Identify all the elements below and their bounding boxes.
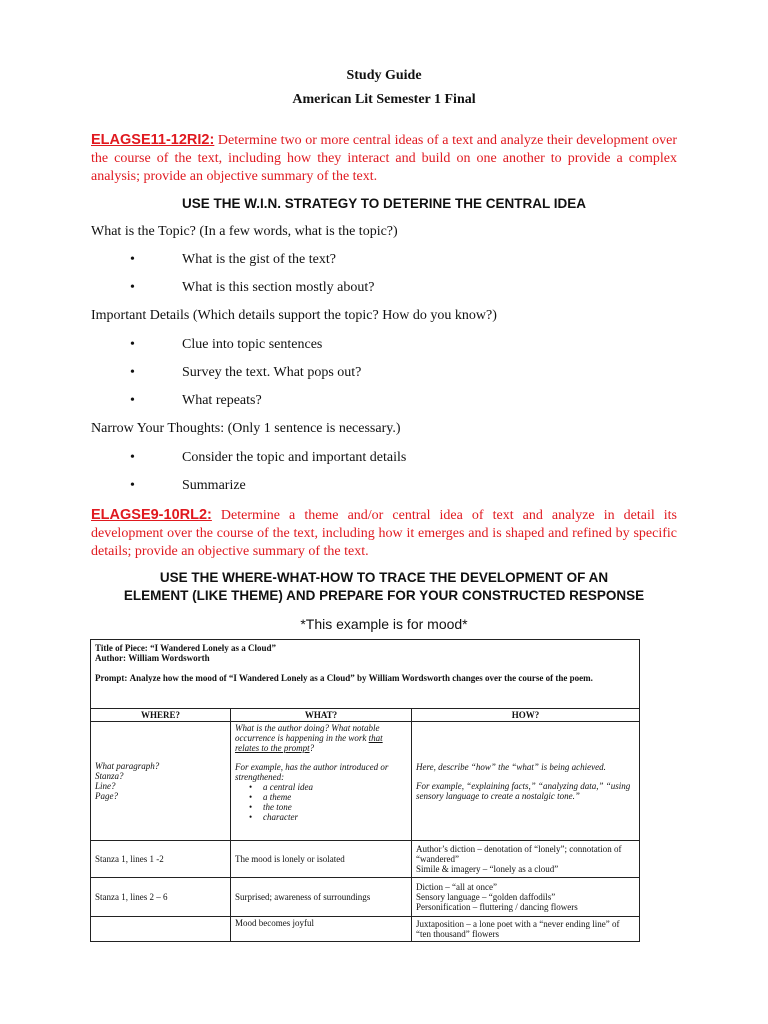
win-important-line: Important Details (Which details support the topic? How do you know?) [91, 308, 497, 323]
wwh-heading-line2: ELEMENT (LIKE THEME) AND PREPARE FOR YOUR CONSTRUCTED RESPONSE [123, 588, 645, 603]
standard-ri2 [91, 131, 677, 186]
win-narrow-line: Narrow Your Thoughts: (Only 1 sentence is necessary.) [91, 421, 401, 436]
how-header: HOW? [412, 709, 640, 722]
table-info-row [91, 640, 640, 709]
where-what-how-table [90, 639, 640, 942]
table-row: Mood becomes joyful Juxtaposition – a lone poet with a “never ending line” of “ten thousand” flowers [91, 917, 640, 942]
win-what-line: What is the Topic? (In a few words, what is the topic?) [91, 224, 398, 239]
what-guide-cell: What is the author doing? What notable occurrence is happening in the work that relates to the prompt? For example, has the author introduced or strengthened: • a central idea • a theme • the tone • character [231, 722, 412, 841]
list-item: • What repeats? [130, 393, 262, 408]
document-subtitle: American Lit Semester 1 Final [292, 92, 476, 107]
table-header-row [91, 709, 640, 722]
where-header: WHERE? [91, 709, 231, 722]
standard-code: ELAGSE11-12RI2: [91, 132, 215, 148]
list-item: • Consider the topic and important details [130, 450, 407, 465]
what-header: WHAT? [231, 709, 412, 722]
table-row: Stanza 1, lines 2 – 6 Surprised; awareness of surroundings Diction – “all at once” Sensory language – “golden daffodils” Personification – fluttering / dancing flowers [91, 878, 640, 917]
standard-text: Determine two or more central ideas of a text and analyze their development over the course of the text, including how they interact and build on one another to provide a complex analysis; provide an objective summary of the text. [91, 133, 677, 184]
example-note: *This example is for mood* [300, 616, 468, 632]
standard-rl2 [91, 506, 677, 561]
standard-code: ELAGSE9-10RL2: [91, 507, 212, 523]
where-guide-cell: What paragraph? Stanza? Line? Page? [91, 722, 231, 841]
list-item: • Summarize [130, 478, 246, 493]
how-guide-cell: Here, describe “how” the “what” is being achieved. For example, “explaining facts,” “analyzing data,” “using sensory language to create a nostalgic tone.” [412, 722, 640, 841]
table-row: Stanza 1, lines 1 -2 The mood is lonely or isolated Author’s diction – denotation of “lonely”; connotation of “wandered” Simile & imagery – “lonely as a cloud” [91, 841, 640, 878]
document-title: Study Guide [346, 68, 422, 83]
wwh-heading-line1: USE THE WHERE-WHAT-HOW TO TRACE THE DEVELOPMENT OF AN [159, 570, 609, 585]
piece-info-cell: Title of Piece: “I Wandered Lonely as a Cloud” Author: William Wordsworth Prompt: Analyze how the mood of “I Wandered Lonely as a Cloud” by William Wordsworth changes over the course of the poem. [91, 640, 640, 709]
list-item: • Clue into topic sentences [130, 337, 323, 352]
table-row [91, 722, 640, 841]
list-item: • What is this section mostly about? [130, 280, 375, 295]
standard-text: Determine a theme and/or central idea of text and analyze in detail its development over the course of the text, including how it emerges and is shaped and refined by specific details; provide an objective summary of the text. [91, 508, 677, 559]
list-item: • What is the gist of the text? [130, 252, 336, 267]
win-heading: USE THE W.I.N. STRATEGY TO DETERINE THE CENTRAL IDEA [181, 196, 587, 211]
list-item: • Survey the text. What pops out? [130, 365, 362, 380]
